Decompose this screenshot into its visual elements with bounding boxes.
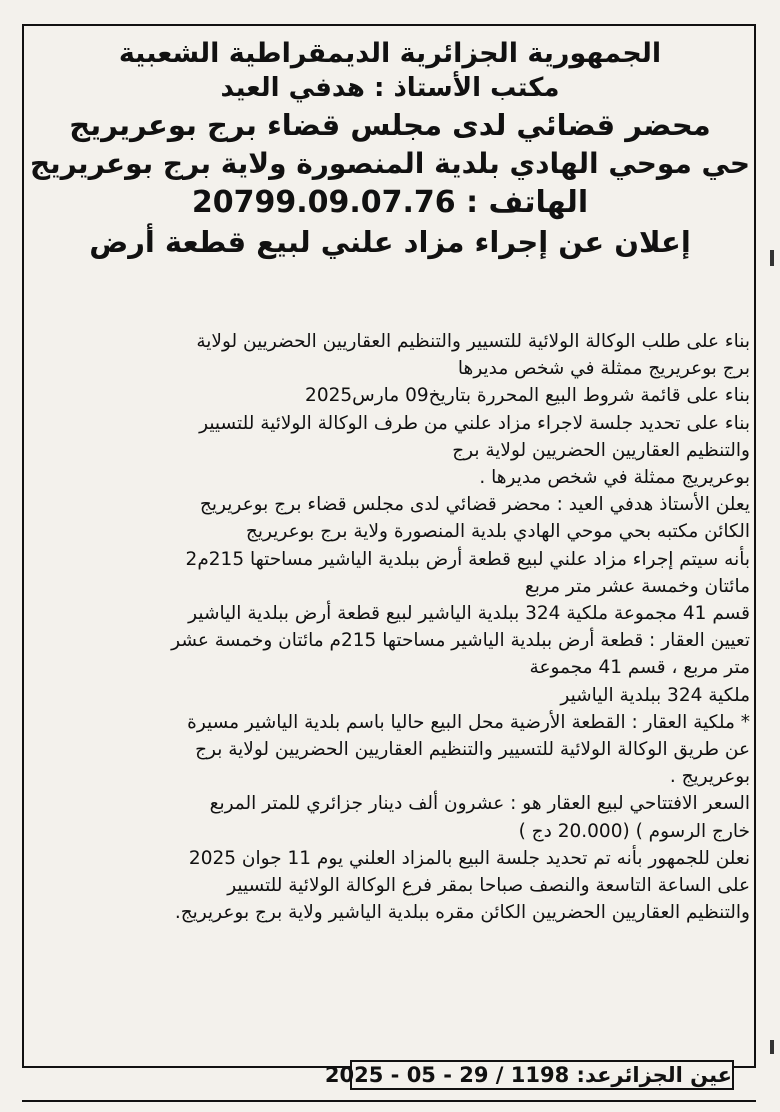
publication-reference: عين الجزائرعد: 1198 / 29 - 05 - 2025 <box>350 1060 734 1090</box>
notice-header <box>24 40 756 257</box>
body-line: بناء على قائمة شروط البيع المحررة بتاريخ09 مارس2025 <box>305 385 750 407</box>
notice-title: إعلان عن إجراء مزاد علني لبيع قطعة أرض <box>89 225 691 259</box>
republic-title: الجمهورية الجزائرية الديمقراطية الشعبية <box>118 38 662 69</box>
body-line: متر مربع ، قسم 41 مجموعة <box>529 657 750 679</box>
notice-body <box>34 328 750 926</box>
bottom-rule <box>22 1100 756 1102</box>
body-line: نعلن للجمهور بأنه تم تحديد جلسة البيع بالمزاد العلني يوم 11 جوان 2025 <box>188 847 750 869</box>
edge-mark <box>770 250 774 266</box>
body-line: خارج الرسوم ) (20.000 دج ) <box>518 820 750 842</box>
body-line: بأنه سيتم إجراء مزاد علني لبيع قطعة أرض ببلدية الياشير مساحتها 215م2 <box>185 548 750 570</box>
body-line: الكائن مكتبه بحي موحي الهادي بلدية المنصورة ولاية برج بوعريريج <box>245 521 750 543</box>
body-line: بناء على تحديد جلسة لاجراء مزاد علني من طرف الوكالة الولائية للتسيير <box>199 412 750 434</box>
body-line: مائتان وخمسة عشر متر مربع <box>524 575 750 597</box>
body-line: يعلن الأستاذ هدفي العيد : محضر قضائي لدى مجلس قضاء برج بوعريريج <box>199 494 750 516</box>
body-line: * ملكية العقار : القطعة الأرضية محل البيع حاليا باسم بلدية الياشير مسيرة <box>187 711 750 733</box>
edge-mark <box>770 1040 774 1054</box>
body-line: بوعريريج . <box>669 766 750 788</box>
body-line: السعر الافتتاحي لبيع العقار هو : عشرون ألف دينار جزائري للمتر المربع <box>209 793 750 815</box>
body-line: والتنظيم العقاريين الحضريين الكائن مقره ببلدية الياشير ولاية برج بوعريريج. <box>174 902 750 924</box>
office-address: حي موحي الهادي بلدية المنصورة ولاية برج بوعريريج <box>29 147 751 180</box>
office-name: مكتب الأستاذ : هدفي العيد <box>220 73 560 103</box>
body-line: بناء على طلب الوكالة الولائية للتسيير والتنظيم العقاريين الحضريين لولاية <box>196 331 750 352</box>
body-line: تعيين العقار : قطعة أرض ببلدية الياشير مساحتها 215م مائتان وخمسة عشر <box>171 630 750 652</box>
body-line: برج بوعريريج ممثلة في شخص مديرها <box>457 358 750 380</box>
body-line: ملكية 324 ببلدية الياشير <box>560 684 750 706</box>
body-line: عن طريق الوكالة الولائية للتسيير والتنظيم العقاريين الحضريين لولاية برج <box>195 739 750 761</box>
body-line: بوعريريج ممثلة في شخص مديرها . <box>479 467 750 489</box>
bailiff-title: محضر قضائي لدى مجلس قضاء برج بوعريريج <box>69 108 711 142</box>
body-line: قسم 41 مجموعة ملكية 324 ببلدية الياشير لبيع قطعة أرض ببلدية الياشير <box>188 603 750 625</box>
phone-number: الهاتف : 20799.09.07.76 <box>191 185 589 220</box>
body-line: والتنظيم العقاريين الحضريين لولاية برج <box>452 439 750 461</box>
body-line: على الساعة التاسعة والنصف صباحا بمقر فرع الوكالة الولائية للتسيير <box>227 875 750 897</box>
